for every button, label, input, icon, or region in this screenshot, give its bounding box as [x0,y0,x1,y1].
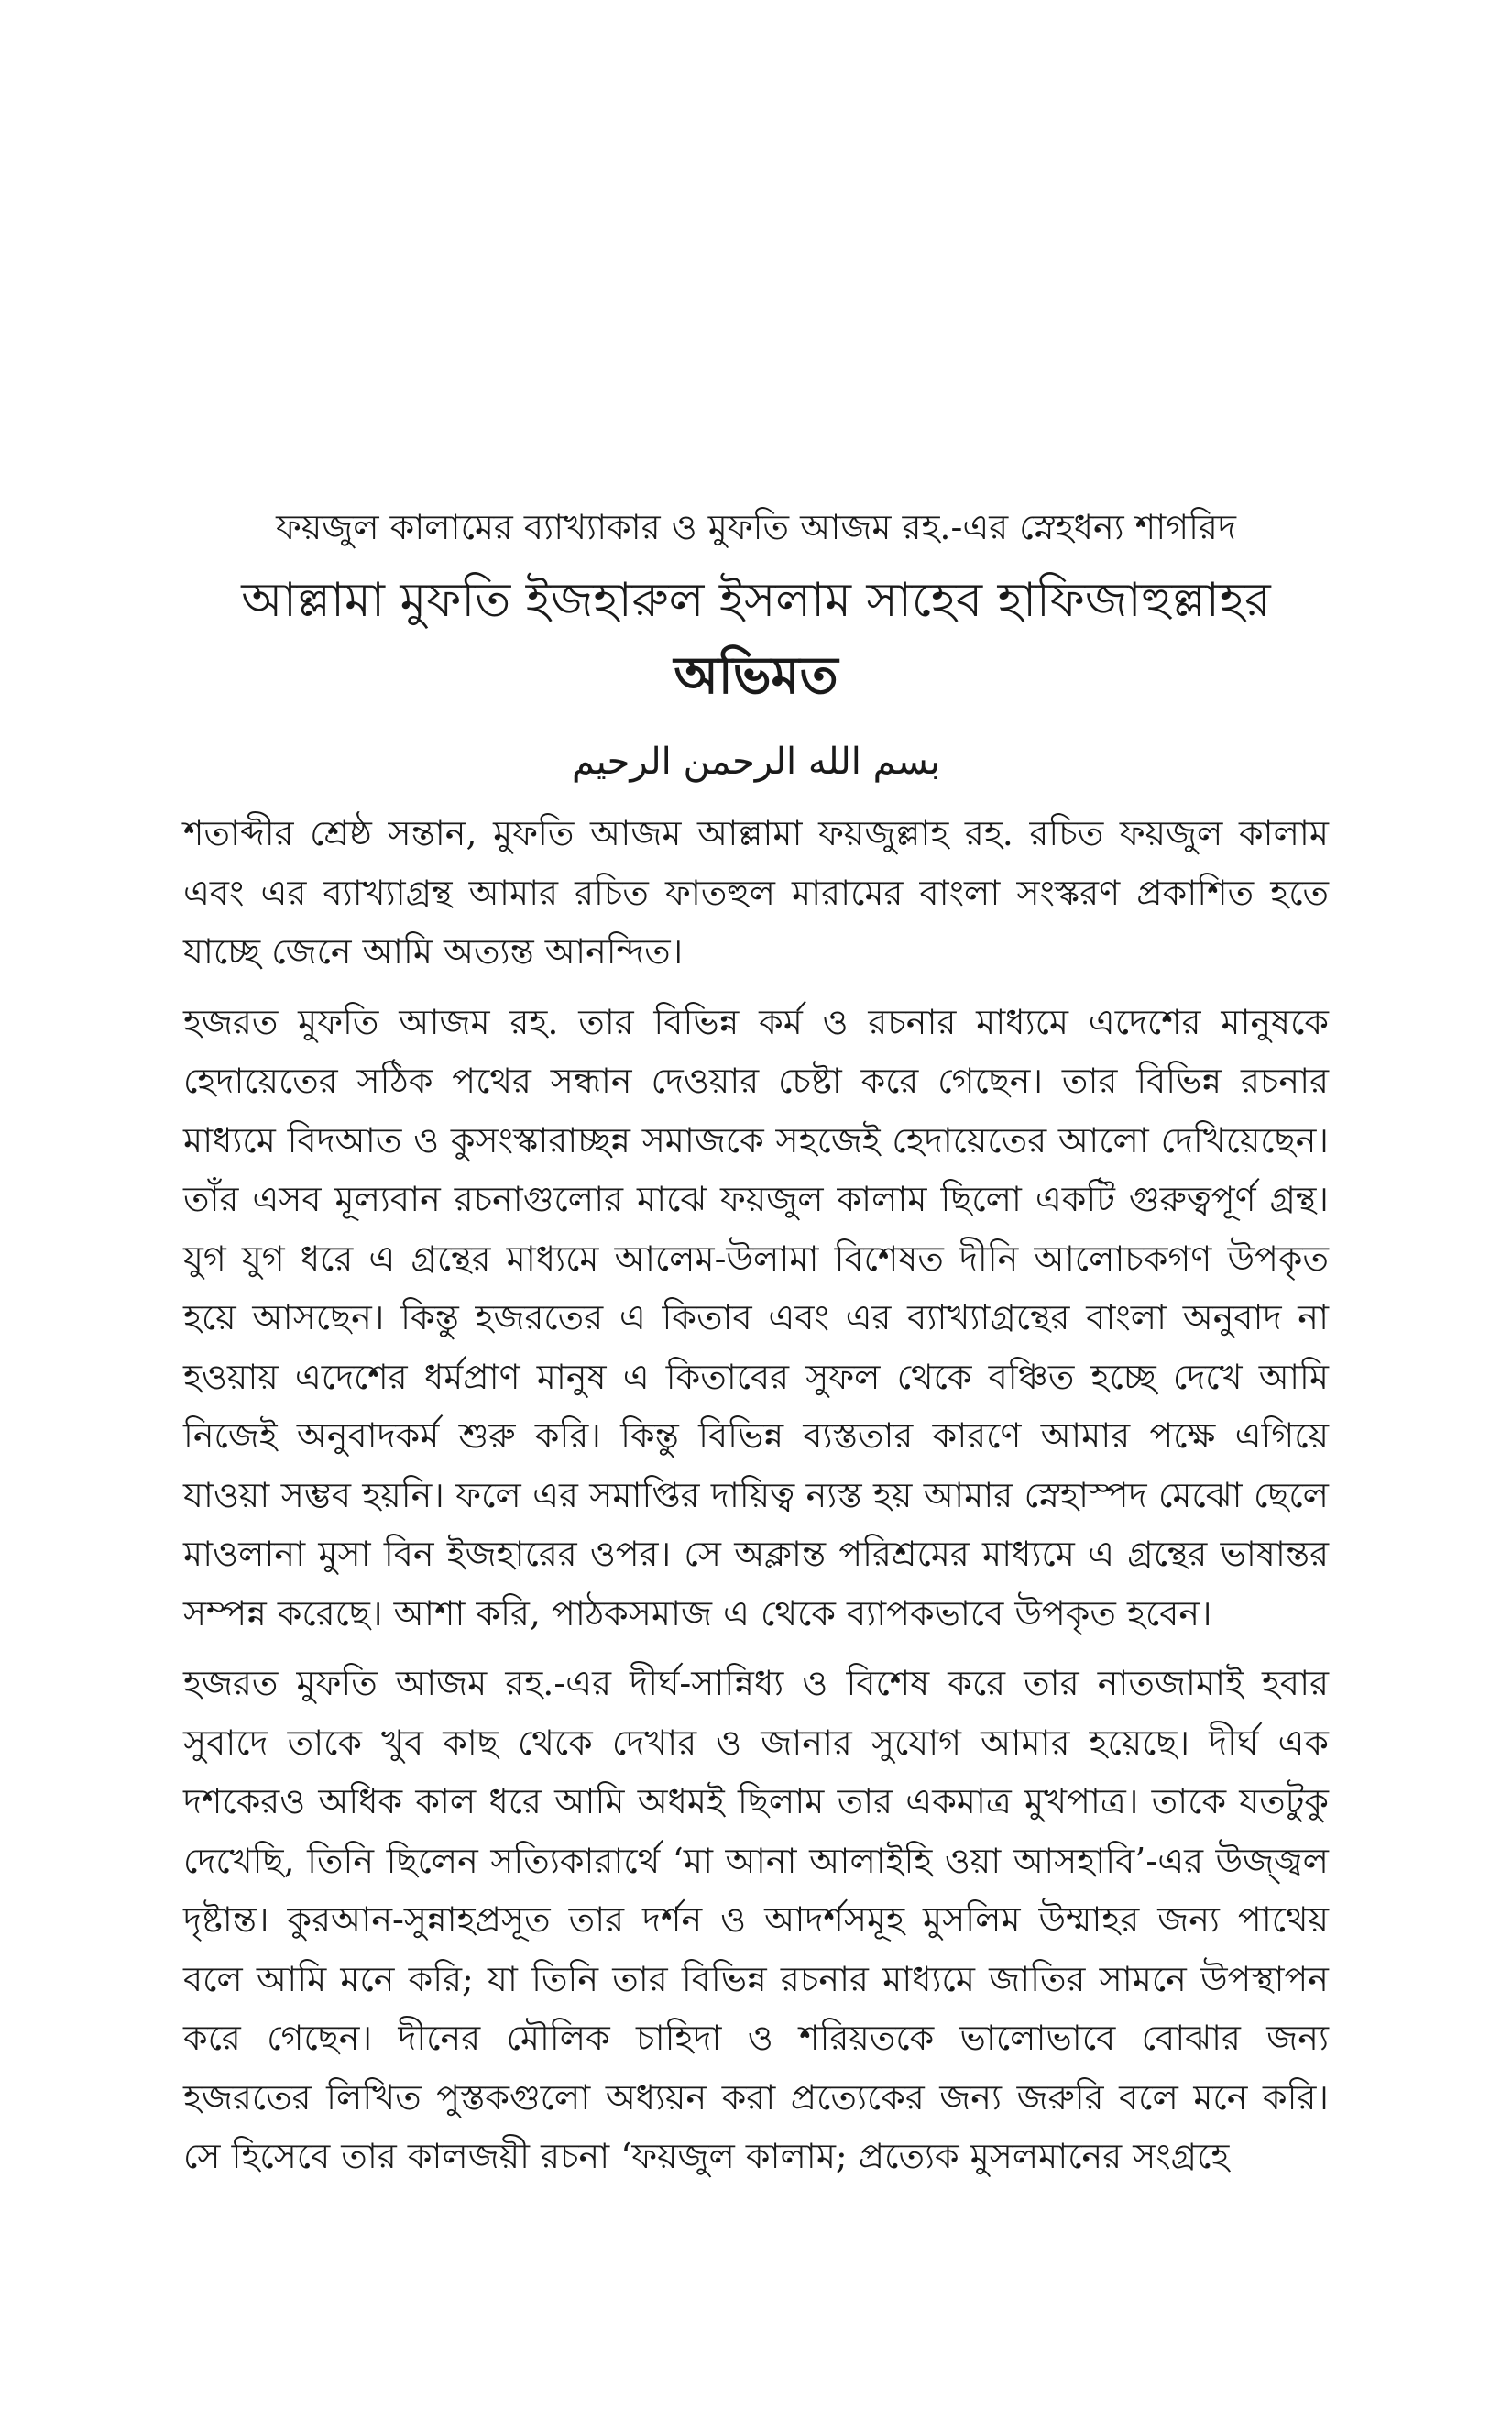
paragraph-2: হজরত মুফতি আজম রহ. তার বিভিন্ন কর্ম ও রচনার মাধ্যমে এদেশের মানুষকে হেদায়েতের সঠিক পথের সন্ধান দেওয়ার চেষ্টা করে গেছেন। তার বিভিন্ন রচনার মাধ্যমে বিদআত ও কুসংস্কারাচ্ছন্ন সমাজকে সহজেই হেদায়েতের আলো দেখিয়েছেন। তাঁর এসব মূল্যবান রচনাগুলোর মাঝে ফয়জুল কালাম ছিলো একটি গুরুত্বপূর্ণ গ্রন্থ। যুগ যুগ ধরে এ গ্রন্থের মাধ্যমে আলেম-উলামা বিশেষত দীনি আলোচকগণ উপকৃত হয়ে আসছেন। কিন্তু হজরতের এ কিতাব এবং এর ব্যাখ্যাগ্রন্থের বাংলা অনুবাদ না হওয়ায় এদেশের ধর্মপ্রাণ মানুষ এ কিতাবের সুফল থেকে বঞ্চিত হচ্ছে দেখে আমি নিজেই অনুবাদকর্ম শুরু করি। কিন্তু বিভিন্ন ব্যস্ততার কারণে আমার পক্ষে এগিয়ে যাওয়া সম্ভব হয়নি। ফলে এর সমাপ্তির দায়িত্ব ন্যস্ত হয় আমার স্নেহাস্পদ মেঝো ছেলে মাওলানা মুসা বিন ইজহারের ওপর। সে অক্লান্ত পরিশ্রমের মাধ্যমে এ গ্রন্থের ভাষান্তর সম্পন্ন করেছে। আশা করি, পাঠকসমাজ এ থেকে ব্যাপকভাবে উপকৃত হবেন। [183,1001,1329,1634]
page-title: আল্লামা মুফতি ইজহারুল ইসলাম সাহেব হাফিজাহুল্লাহর [241,573,1271,628]
bismillah: بسم الله الرحمن الرحيم [571,741,941,783]
subtitle: ফয়জুল কালামের ব্যাখ্যাকার ও মুফতি আজম রহ.-এর স্নেহধন্য শাগরিদ [276,507,1236,547]
page-content [183,500,1329,2197]
paragraph-3: হজরত মুফতি আজম রহ.-এর দীর্ঘ-সান্নিধ্য ও বিশেষ করে তার নাতজামাই হবার সুবাদে তাকে খুব কাছ থেকে দেখার ও জানার সুযোগ আমার হয়েছে। দীর্ঘ এক দশকেরও অধিক কাল ধরে আমি অধমই ছিলাম তার একমাত্র মুখপাত্র। তাকে যতটুকু দেখেছি, তিনি ছিলেন সত্যিকারার্থে ‘মা আনা আলাইহি ওয়া আসহাবি’-এর উজ্জ্বল দৃষ্টান্ত। কুরআন-সুন্নাহপ্রসূত তার দর্শন ও আদর্শসমূহ মুসলিম উম্মাহর জন্য পাথেয় বলে আমি মনে করি; যা তিনি তার বিভিন্ন রচনার মাধ্যমে জাতির সামনে উপস্থাপন করে গেছেন। দীনের মৌলিক চাহিদা ও শরিয়তকে ভালোভাবে বোঝার জন্য হজরতের লিখিত পুস্তকগুলো অধ্যয়ন করা প্রত্যেকের জন্য জরুরি বলে মনে করি। সে হিসেবে তার কালজয়ী রচনা ‘ফয়জুল কালাম; প্রত্যেক মুসলমানের সংগ্রহে [183,1663,1329,2176]
section-heading: অভিমত [674,645,838,706]
paragraph-1: শতাব্দীর শ্রেষ্ঠ সন্তান, মুফতি আজম আল্লামা ফয়জুল্লাহ রহ. রচিত ফয়জুল কালাম এবং এর ব্যাখ্যাগ্রন্থ আমার রচিত ফাতহুল মারামের বাংলা সংস্করণ প্রকাশিত হতে যাচ্ছে জেনে আমি অত্যন্ত আনন্দিত। [183,813,1330,972]
